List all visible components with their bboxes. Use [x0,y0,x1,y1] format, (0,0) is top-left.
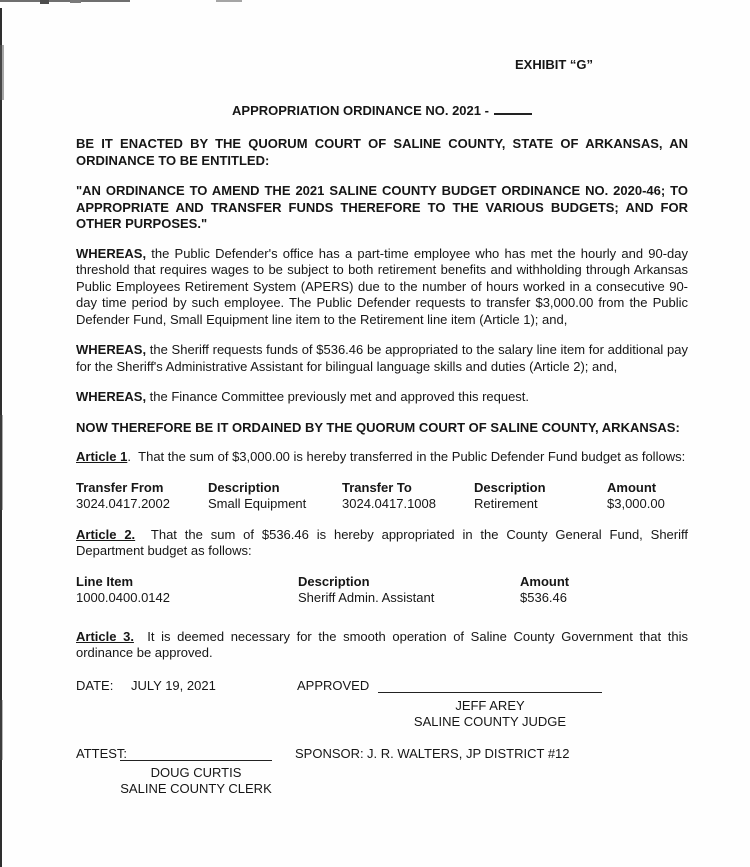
article-2 [76,527,688,560]
article-1-text: . That the sum of $3,000.00 is hereby transferred in the Public Defender Fund budget as follows: [127,449,686,464]
whereas-2-text: the Sheriff requests funds of $536.46 be appropriated to the salary line item for additional pay for the Sheriff's Administrative Assistant for bilingual language skills and duties (Article 2); and, [76,342,688,374]
article-1-lead: Article 1 [76,449,128,464]
scan-artifact-top-edge-line [0,0,130,2]
clerk-title: SALINE COUNTY CLERK [120,781,272,796]
appropriation-table-header-row [76,574,688,591]
article-3 [76,629,688,662]
transfer-table [76,480,688,513]
whereas-clause-2 [76,342,688,375]
judge-title: SALINE COUNTY JUDGE [413,714,567,729]
clerk-signature-block [112,765,280,798]
document-content [76,57,688,798]
sponsor-label: SPONSOR: [295,745,364,761]
transfer-table-header-row [76,480,688,497]
judge-signature-line [378,692,602,693]
article-2-text: That the sum of $536.46 is hereby appropriated in the County General Fund, Sheriff Department budget as follows: [76,526,688,558]
transfer-table-header-description-1: Description [208,479,280,495]
scan-artifact-left-smudge-1 [0,45,4,100]
scan-artifact-left-edge-line [0,8,2,867]
whereas-2-lead: WHEREAS, [76,342,147,357]
date-value: JULY 19, 2021 [131,677,216,693]
sponsor-value: J. R. WALTERS, JP DISTRICT #12 [367,745,570,761]
date-label: DATE: [76,677,114,693]
article-3-lead: Article 3. [76,628,134,644]
appropriation-amount: $536.46 [520,590,567,605]
scan-artifact-left-smudge-2 [0,415,3,510]
transfer-table-header-transfer-to: Transfer To [342,479,412,495]
article-1 [76,449,688,466]
judge-name: JEFF AREY [455,697,525,713]
document-title [76,103,688,120]
transfer-to-description: Retirement [474,496,538,511]
transfer-table-data-row [76,496,688,513]
appropriation-table [76,574,688,607]
transfer-table-header-amount: Amount [607,479,657,495]
transfer-amount: $3,000.00 [607,496,665,511]
ordinance-entitled-clause: "AN ORDINANCE TO AMEND THE 2021 SALINE COUNTY BUDGET ORDINANCE NO. 2020-46; TO APPROPRIATE AND TRANSFER FUNDS THEREFORE TO THE VARIOUS BUDGETS; AND FOR OTHER PURPOSES." [76,183,688,231]
exhibit-label: EXHIBIT “G” [515,57,594,72]
whereas-1-lead: WHEREAS, [76,245,147,261]
scan-artifact-top-smudge-1 [40,0,49,4]
article-2-lead: Article 2. [76,526,136,542]
scan-artifact-left-smudge-3 [0,700,3,760]
whereas-3-lead: WHEREAS, [76,389,147,404]
transfer-table-header-description-2: Description [474,479,546,495]
enactment-clause: BE IT ENACTED BY THE QUORUM COURT OF SALINE COUNTY, STATE OF ARKANSAS, AN ORDINANCE TO BE ENTITLED: [76,136,688,168]
appropriation-table-header-description: Description [298,573,370,589]
approved-label: APPROVED [297,677,370,693]
appropriation-table-header-amount: Amount [520,573,570,589]
appropriation-description: Sheriff Admin. Assistant [298,590,435,605]
whereas-clause-3 [76,389,688,406]
judge-signature-block [378,698,602,731]
scan-artifact-top-smudge-2 [70,0,81,3]
transfer-table-header-transfer-from: Transfer From [76,479,164,495]
appropriation-table-header-line-item: Line Item [76,573,134,589]
attest-sponsor-row [76,746,688,763]
article-3-text: It is deemed necessary for the smooth operation of Saline County Government that this ordinance be approved. [76,628,688,660]
transfer-to-account: 3024.0417.1008 [342,496,436,511]
ordained-clause: NOW THEREFORE BE IT ORDAINED BY THE QUORUM COURT OF SALINE COUNTY, ARKANSAS: [76,419,680,435]
appropriation-table-data-row [76,590,688,607]
document-title-text: APPROPRIATION ORDINANCE NO. 2021 - [232,102,489,118]
scan-artifact-top-smudge-3 [216,0,242,2]
transfer-from-account: 3024.0417.2002 [76,496,170,511]
whereas-3-text: the Finance Committee previously met and approved this request. [146,389,530,404]
transfer-from-description: Small Equipment [208,496,307,511]
ordinance-number-blank [494,113,532,115]
clerk-name: DOUG CURTIS [150,764,242,780]
appropriation-line-item: 1000.0400.0142 [76,590,170,605]
whereas-1-text: the Public Defender's office has a part-time employee who has met the hourly and 90-day threshold that requires wages to be subject to both retirement benefits and withholding through Arkansas Public Employees Retirement System (APERS) due to the number of hours worked in a consecutive 90-day time period by such employee. The Public Defender requests to transfer $3,000.00 from the Public Defender Fund, Small Equipment line item to the Retirement line item (Article 1); and, [76,245,688,327]
date-approved-row [76,678,688,695]
clerk-signature-line [120,760,272,761]
attest-label: ATTEST: [76,745,128,761]
whereas-clause-1 [76,246,688,329]
